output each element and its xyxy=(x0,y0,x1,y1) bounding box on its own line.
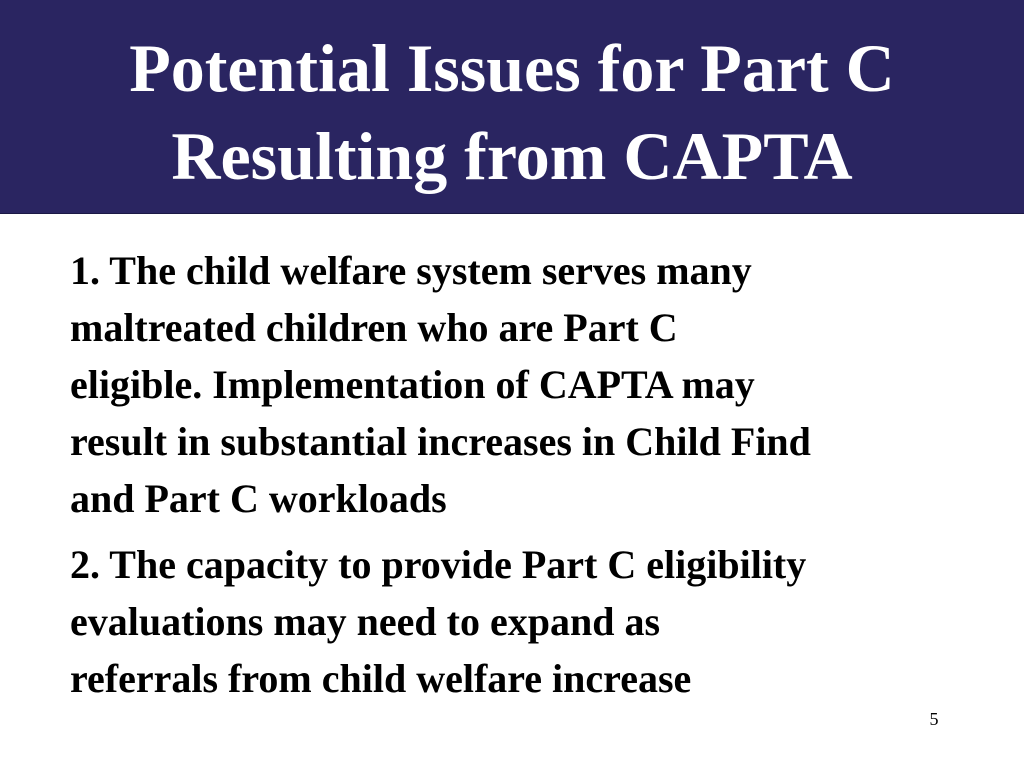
page-number: 5 xyxy=(929,709,939,729)
slide-title-line: Potential Issues for Part C xyxy=(129,30,895,106)
point-2-line: 2. The capacity to provide Part C eligibility xyxy=(70,542,807,587)
point-1-line: eligible. Implementation of CAPTA may xyxy=(70,362,755,407)
point-2 xyxy=(70,536,990,707)
point-1-line: 1. The child welfare system serves many xyxy=(70,248,752,293)
point-1-line: maltreated children who are Part C xyxy=(70,305,678,350)
point-2-line: referrals from child welfare increase xyxy=(70,656,692,701)
slide-title-line: Resulting from CAPTA xyxy=(171,118,853,194)
point-1-line: result in substantial increases in Child Find xyxy=(70,419,811,464)
title-bar xyxy=(0,0,1024,214)
slide-title xyxy=(0,24,1024,200)
point-1 xyxy=(70,242,990,527)
point-2-line: evaluations may need to expand as xyxy=(70,599,661,644)
slide-body xyxy=(70,242,990,707)
point-1-line: and Part C workloads xyxy=(70,476,447,521)
